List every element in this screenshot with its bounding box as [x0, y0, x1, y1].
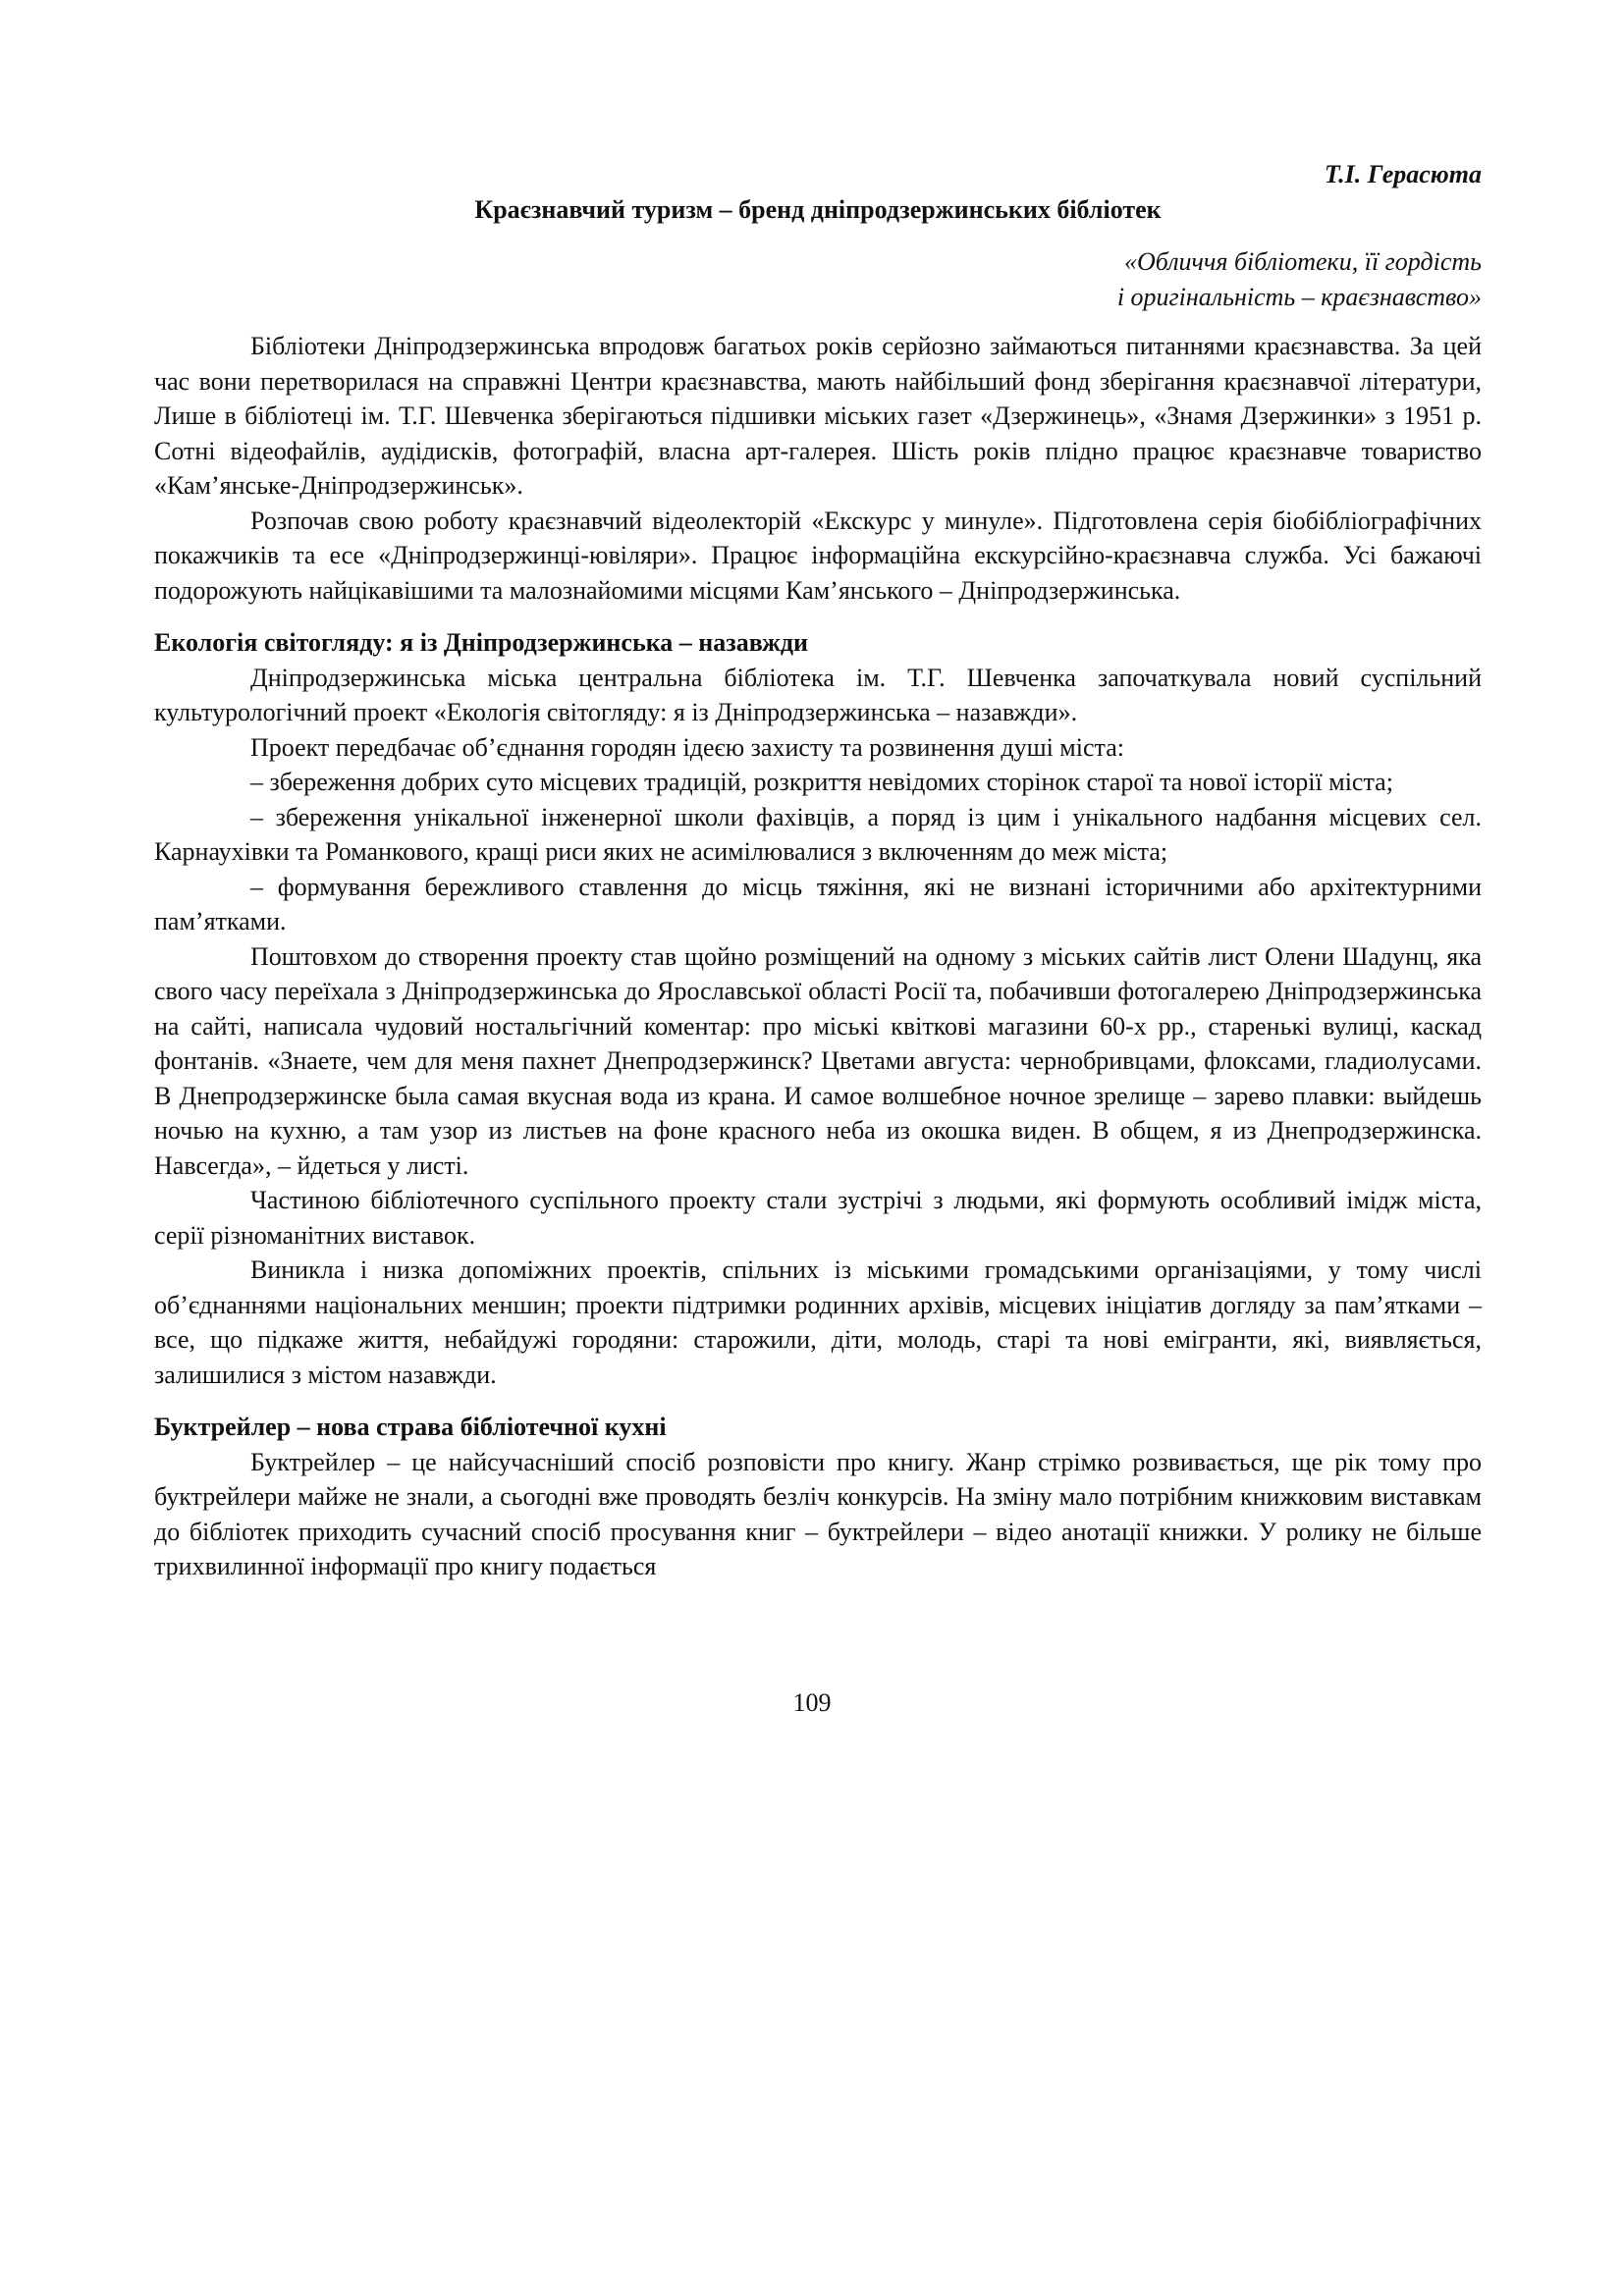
body-paragraph: Буктрейлер – це найсучасніший спосіб розповісти про книгу. Жанр стрімко розвивається, ще рік тому про буктрейлери майже не знали, а сьогодні вже проводять безліч конкурсів. На зміну мало потрібним книжковим виставкам до бібліотек приходить сучасний спосіб просування книг – буктрейлери – відео анотації книжки. У ролику не більше трихвилинної інформації про книгу подається	[154, 1447, 1482, 1580]
author-name: Т.І. Герасюта	[1324, 160, 1482, 188]
document-page	[154, 157, 1482, 1584]
article-title: Краєзнавчий туризм – бренд дніпродзержинських бібліотек	[474, 194, 1162, 224]
body-paragraph: Частиною бібліотечного суспільного проекту стали зустрічі з людьми, які формують особливий імідж міста, серії різноманітних виставок.	[154, 1186, 1482, 1250]
section-heading: Буктрейлер – нова страва бібліотечної кухні	[154, 1413, 667, 1441]
body-paragraph: Проект передбачає об’єднання городян ідеєю захисту та розвинення душі міста:	[250, 732, 1124, 762]
list-item: – збереження унікальної інженерної школи фахівців, а поряд із цим і унікального надбання місцевих сел. Карнаухівки та Романкового, кращі риси яких не асимілювалися з включенням до меж міста;	[154, 802, 1482, 866]
body-paragraph: Дніпродзержинська міська центральна бібліотека ім. Т.Г. Шевченка започаткувала новий суспільний культурологічний проект «Екологія світогляду: я із Дніпродзержинська – назавжди».	[154, 663, 1482, 726]
epigraph-line: «Обличчя бібліотеки, її гордість	[1124, 247, 1482, 276]
section-heading: Екологія світогляду: я із Дніпродзержинська – назавжди	[154, 628, 808, 657]
list-item: – формування бережливого ставлення до місць тяжіння, які не визнані історичними або архітектурними пам’ятками.	[154, 872, 1482, 935]
epigraph-line: і оригінальність – краєзнавство»	[1116, 282, 1482, 311]
intro-paragraph: Бібліотеки Дніпродзержинська впродовж багатьох років серйозно займаються питаннями краєзнавства. За цей час вони перетворилася на справжні Центри краєзнавства, мають найбільший фонд зберігання краєзнавчої літератури, Лише в бібліотеці ім. Т.Г. Шевченка зберігаються підшивки міських газет «Дзержинець», «Знамя Дзержинки» з 1951 р. Сотні відеофайлів, аудідисків, фотографій, власна арт-галерея. Шість років плідно працює краєзнавче товариство «Кам’янське-Дніпродзержинськ».	[154, 332, 1482, 500]
body-paragraph: Поштовхом до створення проекту став щойно розміщений на одному з міських сайтів лист Олени Шадунц, яка свого часу переїхала з Дніпродзержинська до Ярославської області Росії та, побачивши фотогалерею Дніпродзержинська на сайті, написала чудовий ностальгічний коментар: про міські квіткові магазини 60-х рр., старенькі вулиці, каскад фонтанів. «Знаете, чем для меня пахнет Днепродзержинск? Цветами августа: чернобривцами, флоксами, гладиолусами. В Днепродзержинске была самая вкусная вода из крана. И самое волшебное ночное зрелище – зарево плавки: выйдешь ночью на кухню, а там узор из листьев на фоне красного неба из окошка виден. В общем, я из Днепродзержинска. Навсегда», – йдеться у листі.	[154, 941, 1482, 1180]
intro-paragraph: Розпочав свою роботу краєзнавчий відеолекторій «Екскурс у минуле». Підготовлена серія біобібліографічних покажчиків та есе «Дніпродзержинці-ювіляри». Працює інформаційна екскурсійно-краєзнавча служба. Усі бажаючі подорожують найцікавішими та малознайомими місцями Кам’янського – Дніпродзержинська.	[154, 506, 1482, 605]
epigraph	[154, 244, 1482, 314]
body-paragraph: Виникла і низка допоміжних проектів, спільних із міськими громадськими організаціями, у тому числі об’єднаннями національних меншин; проекти підтримки родинних архівів, місцевих ініціатив догляду за пам’ятками – все, що підкаже життя, небайдужі городяни: старожили, діти, молодь, старі та нові емігранти, які, виявляється, залишилися з містом назавжди.	[154, 1255, 1482, 1389]
list-item: – збереження добрих суто місцевих традицій, розкриття невідомих сторінок старої та нової історії міста;	[250, 768, 1393, 796]
page-number: 109	[792, 1688, 832, 1717]
